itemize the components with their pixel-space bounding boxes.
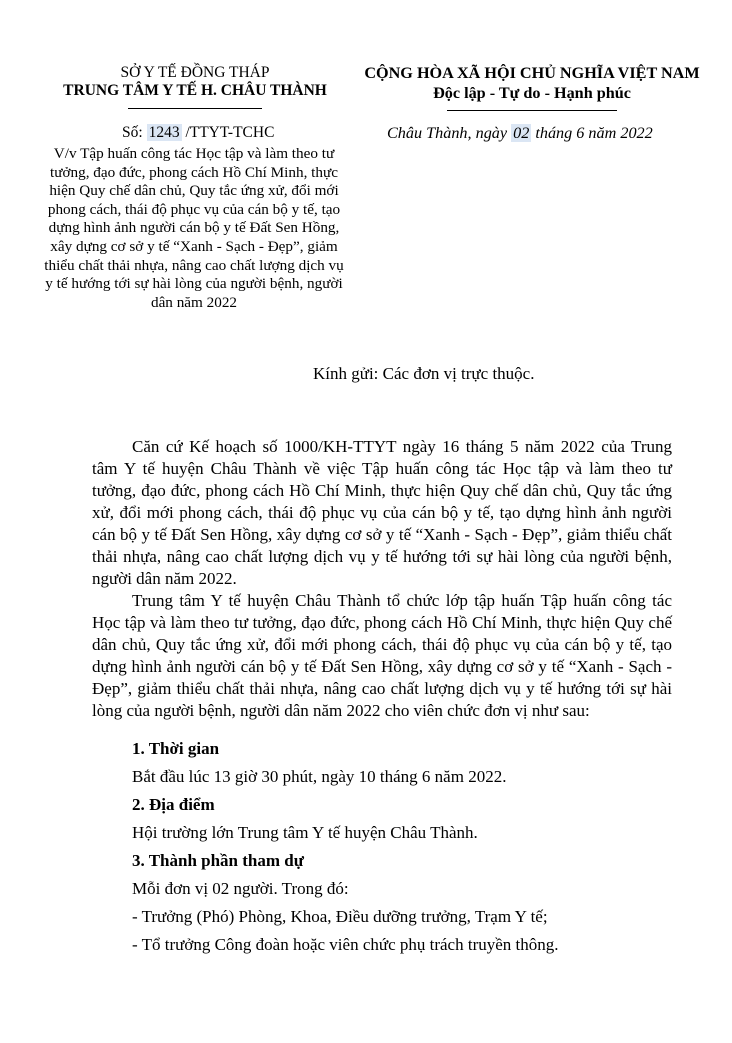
section-time-text: Bắt đầu lúc 13 giờ 30 phút, ngày 10 tháng 6 năm 2022.: [132, 767, 507, 786]
issuer-name: TRUNG TÂM Y TẾ H. CHÂU THÀNH: [63, 82, 327, 99]
issuer-parent-agency: SỞ Y TẾ ĐỒNG THÁP: [120, 64, 270, 81]
recipient-greeting: Kính gửi: Các đơn vị trực thuộc.: [313, 364, 535, 383]
number-value: 1243: [148, 124, 180, 141]
participants-bullet-2: - Tổ trưởng Công đoàn hoặc viên chức phụ trách truyền thông.: [132, 935, 559, 954]
section-participants-heading: 3. Thành phần tham dự: [132, 851, 304, 870]
issuer-underline: [128, 108, 262, 109]
date-suffix: tháng 6 năm 2022: [535, 124, 653, 142]
document-subject: V/v Tập huấn công tác Học tập và làm theo tư tưởng, đạo đức, phong cách Hồ Chí Minh, thực hiện Quy chế dân chủ, Quy tắc ứng xử, đổi mới phong cách, thái độ phục vụ của cán bộ y tế, tạo dựng hình ảnh người cán bộ y tế Đất Sen Hồng, xây dựng cơ sở y tế “Xanh - Sạch - Đẹp”, giảm thiểu chất thải nhựa, nâng cao chất lượng dịch vụ y tế hướng tới sự hài lòng của người bệnh, người dân năm 2022: [44, 145, 344, 311]
section-time-heading: 1. Thời gian: [132, 739, 220, 758]
national-title: CỘNG HÒA XÃ HỘI CHỦ NGHĨA VIỆT NAM: [364, 64, 700, 82]
document-number: [122, 124, 274, 142]
section-participants-text: Mỗi đơn vị 02 người. Trong đó:: [132, 879, 349, 898]
national-motto: Độc lập - Tự do - Hạnh phúc: [433, 84, 631, 102]
participants-bullet-1: - Trưởng (Phó) Phòng, Khoa, Điều dưỡng trưởng, Trạm Y tế;: [132, 907, 548, 926]
date-prefix: Châu Thành, ngày: [387, 124, 508, 142]
number-prefix: Số:: [122, 124, 143, 141]
motto-underline: [447, 110, 617, 111]
number-suffix: /TTYT-TCHC: [185, 124, 275, 141]
section-location-heading: 2. Địa điểm: [132, 795, 215, 814]
paragraph-basis: Căn cứ Kế hoạch số 1000/KH-TTYT ngày 16 tháng 5 năm 2022 của Trung tâm Y tế huyện Châu Thành về việc Tập huấn công tác Học tập và làm theo tư tưởng, đạo đức, phong cách Hồ Chí Minh, thực hiện Quy chế dân chủ, Quy tắc ứng xử, đổi mới phong cách, thái độ phục vụ của cán bộ y tế, tạo dựng hình ảnh người cán bộ y tế Đất Sen Hồng, xây dựng cơ sở y tế “Xanh - Sạch - Đẹp”, giảm thiểu chất thải nhựa, nâng cao chất lượng dịch vụ y tế hướng tới sự hài lòng của người bệnh, người dân năm 2022.: [92, 437, 672, 588]
date-day: 02: [513, 124, 530, 142]
issue-date: [387, 124, 653, 143]
section-location-text: Hội trường lớn Trung tâm Y tế huyện Châu Thành.: [132, 823, 478, 842]
paragraph-organization: Trung tâm Y tế huyện Châu Thành tổ chức lớp tập huấn Tập huấn công tác Học tập và làm theo tư tưởng, đạo đức, phong cách Hồ Chí Minh, thực hiện Quy chế dân chủ, Quy tắc ứng xử, đổi mới phong cách, thái độ phục vụ của cán bộ y tế, tạo dựng hình ảnh người cán bộ y tế Đất Sen Hồng, xây dựng cơ sở y tế “Xanh - Sạch - Đẹp”, giảm thiểu chất thải nhựa, nâng cao chất lượng dịch vụ y tế hướng tới sự hài lòng của người bệnh, người dân năm 2022 cho viên chức đơn vị như sau:: [92, 591, 672, 720]
